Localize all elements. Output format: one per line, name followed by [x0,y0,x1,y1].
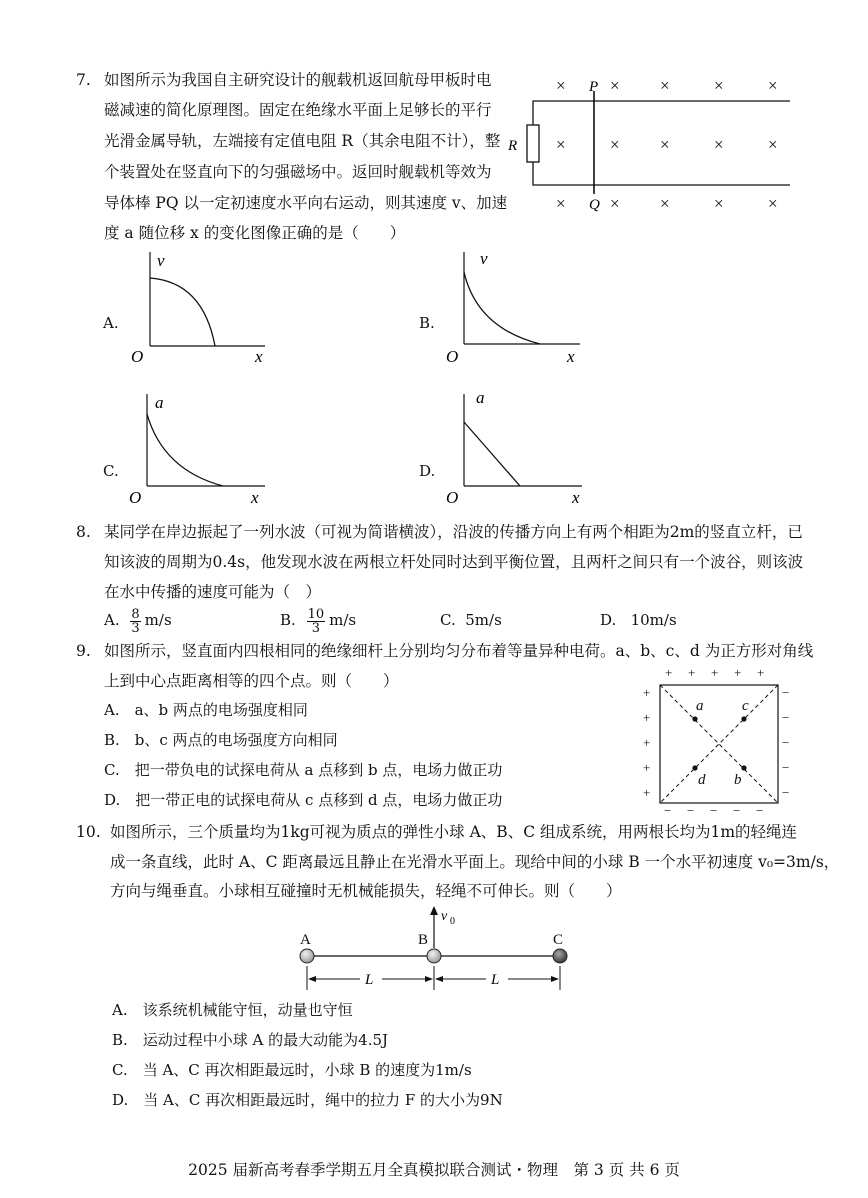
top-rail [533,101,790,125]
label-r: R [508,138,518,154]
dim-arrow [308,976,316,982]
y-label: v [480,249,488,268]
q7-option-b-label: B. [419,314,435,332]
page-footer: 2025 届新高考春季学期五月全真模拟联合测试・物理 第 3 页 共 6 页 [188,1161,680,1179]
curve [147,414,223,486]
minus-sign: − [782,685,790,700]
q7-option-a-label: A. [103,314,119,332]
curve [464,272,540,344]
q7-graph-d [442,388,592,508]
q8-line: 某同学在岸边振起了一列水波（可视为简谐横波），沿波的传播方向上有两个相距为2m的竖直立杆，已 [104,523,803,541]
label-c: c [742,698,749,714]
y-label: a [476,388,485,407]
cross-mark: × [556,194,566,213]
q10-line: 成一条直线，此时 A、C 距离最远且静止在光滑水平面上。现给中间的小球 B 一个水平初速度 v₀=3m/s， [110,853,840,871]
q8-number: 8. [76,523,91,541]
ball-a [300,949,314,963]
label-l: L [365,972,374,988]
resistor-r [527,125,539,162]
q7-rail-figure [500,68,795,218]
minus-sign: − [782,760,790,775]
x-label: x [567,347,575,366]
origin-label: O [446,488,459,507]
minus-sign: − [687,803,695,818]
label-a: A [300,932,311,948]
y-label: v [157,251,165,270]
label-l: L [491,972,500,988]
point-a [692,716,697,721]
q9-option-c: C. 把一带负电的试探电荷从 a 点移到 b 点，电场力做正功 [104,761,503,779]
y-label: a [155,393,164,412]
plus-sign: + [643,760,651,775]
label-a: a [696,698,704,714]
q7-line: 如图所示为我国自主研究设计的舰载机返回航母甲板时电 [104,71,492,89]
cross-mark: × [714,76,724,95]
q7-line: 个装置处在竖直向下的匀强磁场中。返回时舰载机等效为 [104,163,492,181]
plus-sign: + [688,665,696,680]
q10-option-a: A. 该系统机械能守恒，动量也守恒 [112,1001,353,1019]
bottom-rail [533,162,790,185]
label-p: P [589,79,599,95]
label-c: C [553,932,564,948]
cross-mark: × [610,135,620,154]
cross-mark: × [660,194,670,213]
cross-mark: × [556,76,566,95]
plus-sign: + [643,785,651,800]
minus-sign: − [782,785,790,800]
ball-c [553,949,567,963]
plus-sign: + [643,685,651,700]
x-label: x [251,488,259,507]
q7-line: 光滑金属导轨，左端接有定值电阻 R（其余电阻不计），整 [104,132,501,150]
q7-line: 导体棒 PQ 以一定初速度水平向右运动，则其速度 v、加速 [104,194,508,212]
plus-sign: + [711,665,719,680]
minus-sign: − [782,710,790,725]
origin-label: O [129,488,142,507]
cross-mark: × [660,76,670,95]
q10-option-d: D. 当 A、C 再次相距最远时，绳中的拉力 F 的大小为9N [112,1091,503,1109]
cross-mark: × [556,135,566,154]
origin-label: O [446,347,459,366]
dim-arrow [551,976,559,982]
q10-option-b: B. 运动过程中小球 A 的最大动能为4.5J [112,1031,389,1049]
arrow-head [430,906,438,915]
q8-option-b: B. $\frac{10}{3}$ m/s [280,606,357,636]
q7-graph-a [125,248,275,366]
q10-option-c: C. 当 A、C 再次相距最远时，小球 B 的速度为1m/s [112,1061,472,1079]
q9-number: 9. [76,642,91,660]
cross-mark: × [768,194,778,213]
line-graph [464,422,520,486]
q8-line: 知该波的周期为0.4s，他发现水波在两根立杆处同时达到平衡位置，且两杆之间只有一个波谷，则该波 [104,553,804,571]
q8-line: 在水中传播的速度可能为（ ） [104,583,322,601]
q7-line: 磁减速的简化原理图。固定在绝缘水平面上足够长的平行 [104,101,492,119]
curve [150,278,215,346]
dim-arrow [435,976,443,982]
point-b [741,765,746,770]
q9-option-d: D. 把一带正电的试探电荷从 c 点移到 d 点，电场力做正功 [104,791,503,809]
plus-sign: + [643,735,651,750]
q9-line: 上到中心点距离相等的四个点。则（ ） [104,672,399,690]
q9-square-figure [638,664,798,818]
q10-number: 10. [76,823,101,841]
label-d: d [698,772,706,788]
q10-balls-figure [290,902,580,994]
minus-sign: − [733,803,741,818]
x-label: x [255,347,263,366]
minus-sign: − [782,735,790,750]
x-label: x [572,488,580,507]
point-d [692,765,697,770]
point-c [741,716,746,721]
origin-label: O [131,347,144,366]
cross-mark: × [610,76,620,95]
cross-mark: × [610,194,620,213]
minus-sign: − [756,803,764,818]
plus-sign: + [643,710,651,725]
q7-number: 7. [76,71,91,89]
cross-mark: × [768,135,778,154]
label-b: b [734,772,742,788]
dim-arrow [425,976,433,982]
cross-mark: × [714,135,724,154]
label-b: B [418,932,429,948]
plus-sign: + [734,665,742,680]
minus-sign: − [710,803,718,818]
q7-graph-b [442,248,592,366]
q7-option-d-label: D. [419,462,436,480]
q8-option-a: A. $\frac{8}{3}$ m/s [104,606,172,636]
q7-option-c-label: C. [103,462,119,480]
q9-option-a: A. a、b 两点的电场强度相同 [104,701,308,719]
q7-graph-c [125,390,275,508]
q8-option-d: D. 10m/s [600,611,677,629]
q9-option-b: B. b、c 两点的电场强度方向相同 [104,731,338,749]
q10-line: 如图所示，三个质量均为1kg可视为质点的弹性小球 A、B、C 组成系统，用两根长均为1m的轻绳连 [110,823,798,841]
cross-mark: × [660,135,670,154]
ball-b [427,949,441,963]
plus-sign: + [757,665,765,680]
q9-line: 如图所示，竖直面内四根相同的绝缘细杆上分别均匀分布着等量异种电荷。a、b、c、d 为正方形对角线 [104,642,814,660]
q8-option-c: C. 5m/s [440,611,502,629]
q7-line: 度 a 随位移 x 的变化图像正确的是（ ） [104,224,406,242]
cross-mark: × [768,76,778,95]
cross-mark: × [714,194,724,213]
plus-sign: + [665,665,673,680]
label-v0-sub: 0 [450,916,455,927]
label-q: Q [589,197,600,213]
minus-sign: − [664,803,672,818]
q10-line: 方向与绳垂直。小球相互碰撞时无机械能损失，轻绳不可伸长。则（ ） [110,882,622,900]
label-v0: v [441,909,448,924]
